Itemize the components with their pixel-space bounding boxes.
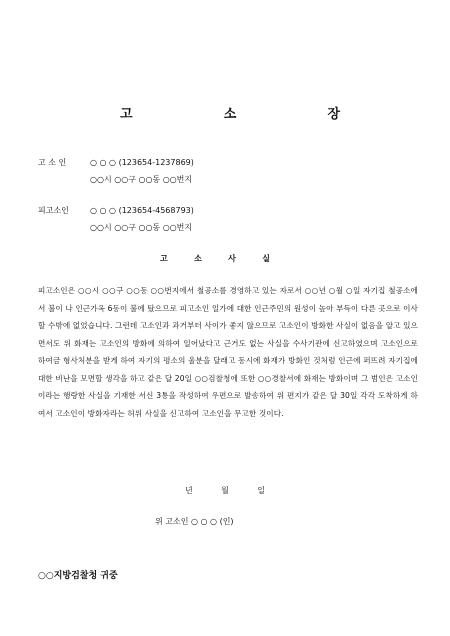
accused-block <box>38 205 194 233</box>
section-title-char-3: 사 <box>228 254 236 263</box>
accused-address: ○○시 ○○구 ○○동 ○○번지 <box>90 223 193 232</box>
section-title <box>160 253 270 264</box>
complainant-block <box>38 157 194 185</box>
complaint-facts-body: 피고소인은 ○○시 ○○구 ○○동 ○○번지에서 철공소를 경영하고 있는 자로서 ○○년 ○월 ○일 자기집 철공소에서 불이 나 인근가옥 6동이 불에 탔으므로 피고소인 일가에 대한 인근주민의 원성이 높아 부득이 다른 곳으로 이사할 수밖에 없었습니다. 그런데 고소인과 과거부터 사이가 좋지 않으므로 고소인이 방화한 사실이 없음을 알고 있으면서도 위 화재는 고소인의 방화에 의하여 일어났다고 근거도 없는 사실을 수사기관에 신고하였으며 고소인으로 하여금 형사처분을 받게 하여 자기의 평소의 울분을 달래고 동시에 화재가 방화인 것처럼 인근에 퍼뜨려 자기집에 대한 비난을 모면할 생각을 하고 같은 달 20일 ○○검찰청에 또한 ○○경찰서에 화재는 방화이며 그 범인은 고소인이라는 행랑한 사실을 기재한 서신 3통을 작성하여 우편으로 발송하여 위 편지가 같은 달 30일 각각 도착하게 하여서 고소인이 방화자라는 허위 사실을 신고하여 고소인을 무고한 것이다. <box>38 286 418 418</box>
complainant-address: ○○시 ○○구 ○○동 ○○번지 <box>90 175 193 184</box>
section-title-char-1: 고 <box>160 254 168 263</box>
complainant-name-id: ○ ○ ○ (123654-1237869) <box>90 158 194 167</box>
title-char-2: 소 <box>223 107 237 122</box>
accused-name-id: ○ ○ ○ (123654-4568793) <box>90 206 194 215</box>
title-char-3: 장 <box>327 107 340 122</box>
section-title-char-2: 소 <box>194 254 202 263</box>
complainant-role: 고 소 인 <box>38 158 67 167</box>
title-char-1: 고 <box>120 107 133 122</box>
date-line <box>185 485 265 496</box>
date-month: 월 <box>221 486 229 495</box>
document-title <box>120 103 340 122</box>
signer-line: 위 고소인 ○ ○ ○ (인) <box>155 517 234 526</box>
date-day: 일 <box>257 486 265 495</box>
date-year: 년 <box>185 486 193 495</box>
accused-role: 피고소인 <box>38 206 69 215</box>
addressee: ○○지방검찰청 귀중 <box>38 571 118 581</box>
section-title-char-4: 실 <box>262 254 270 263</box>
